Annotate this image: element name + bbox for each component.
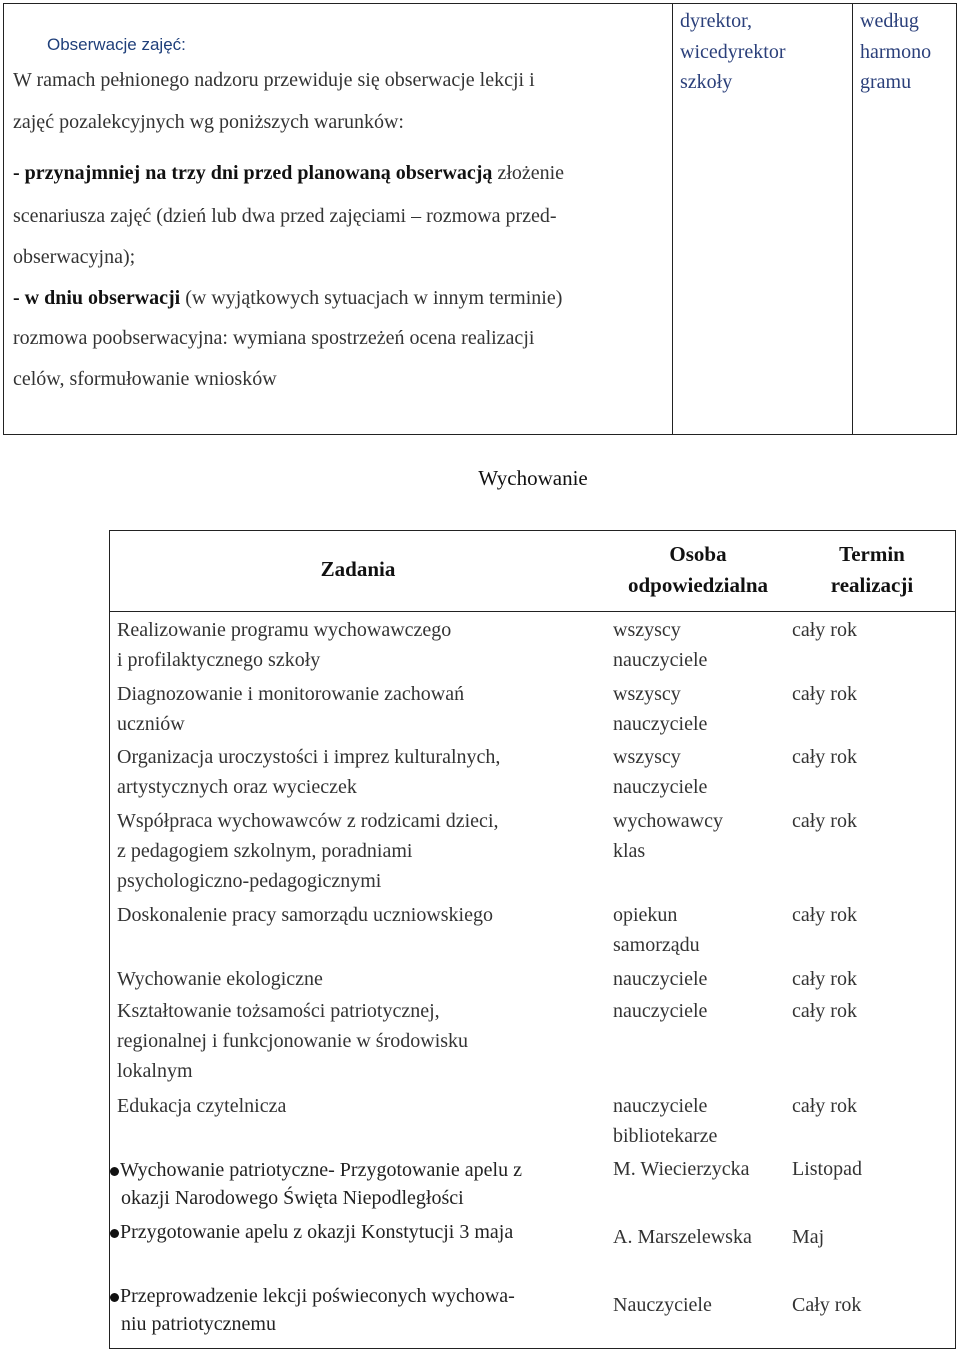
column-divider bbox=[672, 4, 673, 434]
condition-item-1-bold: - przynajmniej na trzy dni przed planowaną obserwacją bbox=[13, 162, 493, 184]
bullet-icon bbox=[110, 1293, 119, 1302]
condition-line: scenariusza zajęć (dzień lub dwa przed zajęciami – rozmowa przed- bbox=[13, 205, 557, 227]
condition-line: celów, sformułowanie wniosków bbox=[13, 368, 277, 390]
responsible-cell bbox=[613, 1154, 750, 1184]
deadline bbox=[860, 6, 931, 98]
task-cell-line: uczniów bbox=[117, 712, 185, 735]
task-cell-line: Organizacja uroczystości i imprez kulturalnych, bbox=[117, 746, 501, 768]
deadline-cell bbox=[792, 1091, 857, 1121]
task-cell-line: Wychowanie ekologiczne bbox=[117, 967, 323, 990]
condition-item-2-bold: - w dniu obserwacji bbox=[13, 287, 181, 309]
responsible-cell-line: klas bbox=[613, 839, 646, 862]
deadline-cell-line: cały rok bbox=[792, 1094, 857, 1117]
deadline-cell-line: cały rok bbox=[792, 967, 857, 990]
bullet-text: Wychowanie patriotyczne- Przygotowanie apelu z bbox=[120, 1159, 522, 1181]
responsible-cell-line: wszyscy bbox=[613, 682, 681, 705]
deadline-cell-line: cały rok bbox=[792, 904, 857, 926]
responsible-cell bbox=[613, 615, 707, 675]
header-deadline bbox=[790, 539, 954, 601]
responsible-cell bbox=[613, 964, 707, 994]
deadline-line: według bbox=[860, 10, 919, 32]
responsible-cell bbox=[613, 679, 707, 739]
header-line: realizacji bbox=[830, 573, 914, 597]
responsible-cell-line: nauczyciele bbox=[613, 712, 708, 735]
responsible-cell bbox=[613, 1290, 712, 1320]
responsible-cell-line: wychowawcy bbox=[613, 809, 723, 832]
task-cell bbox=[117, 1091, 286, 1121]
task-cell-line: Doskonalenie pracy samorządu uczniowskiego bbox=[117, 904, 493, 926]
column-divider bbox=[852, 4, 853, 434]
deadline-line: harmono bbox=[860, 40, 932, 63]
deadline-cell-line: cały rok bbox=[792, 619, 857, 641]
responsible-cell-line: Nauczyciele bbox=[613, 1294, 712, 1316]
task-cell-line: z pedagogiem szkolnym, poradniami bbox=[117, 839, 413, 862]
condition-item-2 bbox=[13, 287, 562, 310]
responsible-cell-line: nauczyciele bbox=[613, 649, 708, 671]
tasks-table bbox=[109, 530, 956, 1349]
responsible-cell-line: nauczyciele bbox=[613, 1000, 708, 1022]
header-line: odpowiedzialna bbox=[627, 573, 769, 597]
responsible-cell-line: samorządu bbox=[613, 934, 700, 956]
responsible-line: wicedyrektor bbox=[680, 40, 786, 63]
responsible-cell bbox=[613, 806, 723, 866]
deadline-cell bbox=[792, 806, 857, 836]
responsible-cell-line: opiekun bbox=[613, 904, 678, 926]
responsible-cell-line: nauczyciele bbox=[613, 967, 708, 990]
responsible-line: dyrektor, bbox=[680, 10, 752, 32]
observation-table bbox=[3, 3, 957, 435]
task-cell-line: Współpraca wychowawców z rodzicami dzieci, bbox=[117, 809, 499, 832]
responsible-cell bbox=[613, 900, 700, 960]
task-cell bbox=[117, 679, 464, 739]
task-cell-line: Edukacja czytelnicza bbox=[117, 1094, 287, 1117]
responsible-cell-line: nauczyciele bbox=[613, 776, 708, 798]
responsible-cell bbox=[613, 742, 707, 802]
deadline-cell bbox=[792, 964, 857, 994]
task-cell-line: regionalnej i funkcjonowanie w środowisku bbox=[117, 1030, 469, 1052]
bullet-text: Przygotowanie apelu z okazji Konstytucji 3 maja bbox=[120, 1221, 514, 1243]
condition-line: rozmowa poobserwacyjna: wymiana spostrzeżeń ocena realizacji bbox=[13, 327, 535, 349]
task-cell bbox=[117, 615, 451, 675]
deadline-cell-line: Listopad bbox=[792, 1158, 862, 1180]
task-cell-line: lokalnym bbox=[117, 1060, 193, 1082]
task-cell-line: psychologiczno-pedagogicznymi bbox=[117, 869, 382, 892]
deadline-line: gramu bbox=[860, 71, 912, 93]
task-cell bbox=[117, 742, 500, 802]
bullet-icon bbox=[110, 1229, 119, 1238]
task-cell bbox=[117, 900, 493, 930]
task-cell-line: i profilaktycznego szkoły bbox=[117, 649, 321, 671]
responsible-cell-line: nauczyciele bbox=[613, 1094, 708, 1117]
responsible-cell bbox=[613, 996, 707, 1026]
bullet-text: okazji Narodowego Święta Niepodległości bbox=[121, 1187, 464, 1209]
observation-heading: Obserwacje zajęć: bbox=[47, 35, 186, 54]
deadline-cell-line: Maj bbox=[792, 1226, 825, 1248]
header-divider bbox=[110, 611, 955, 612]
intro-line: W ramach pełnionego nadzoru przewiduje się obserwacje lekcji i bbox=[13, 69, 535, 91]
task-cell bbox=[117, 964, 323, 994]
deadline-cell bbox=[792, 900, 857, 930]
header-line: Termin bbox=[839, 542, 905, 566]
condition-item-2-rest: (w wyjątkowych sytuacjach w innym terminie) bbox=[180, 287, 563, 309]
deadline-cell-line: cały rok bbox=[792, 1000, 857, 1022]
deadline-cell-line: cały rok bbox=[792, 746, 857, 768]
deadline-cell bbox=[792, 615, 857, 645]
deadline-cell bbox=[792, 742, 857, 772]
deadline-cell bbox=[792, 679, 857, 709]
responsible-cell-line: bibliotekarze bbox=[613, 1124, 718, 1147]
header-line: Osoba bbox=[669, 542, 727, 566]
header-responsible bbox=[606, 539, 790, 601]
task-cell bbox=[117, 806, 499, 896]
task-cell-line: artystycznych oraz wycieczek bbox=[117, 776, 357, 798]
section-title: Wychowanie bbox=[478, 466, 588, 490]
condition-item-1-rest: złożenie bbox=[492, 162, 565, 184]
task-cell-line: Diagnozowanie i monitorowanie zachowań bbox=[117, 682, 465, 705]
responsible-cell-line: wszyscy bbox=[613, 619, 681, 641]
responsible-line: szkoły bbox=[680, 71, 733, 93]
deadline-cell bbox=[792, 1290, 861, 1320]
header-tasks: Zadania bbox=[320, 557, 396, 581]
bullet-text: Przeprowadzenie lekcji poświeconych wychowa- bbox=[120, 1285, 515, 1307]
responsible-cell-line: A. Marszelewska bbox=[613, 1226, 752, 1248]
responsible-person bbox=[680, 6, 786, 98]
condition-item-1 bbox=[13, 162, 564, 185]
responsible-cell-line: wszyscy bbox=[613, 746, 681, 768]
task-cell-line: Kształtowanie tożsamości patriotycznej, bbox=[117, 1000, 440, 1022]
deadline-cell bbox=[792, 1222, 824, 1252]
task-cell bbox=[117, 996, 468, 1086]
bullet-icon bbox=[110, 1167, 119, 1176]
responsible-cell bbox=[613, 1091, 717, 1151]
deadline-cell-line: cały rok bbox=[792, 682, 857, 705]
task-cell-line: Realizowanie programu wychowawczego bbox=[117, 619, 452, 641]
observation-description bbox=[4, 4, 672, 434]
condition-line: obserwacyjna); bbox=[13, 246, 136, 268]
deadline-cell-line: cały rok bbox=[792, 809, 857, 832]
deadline-cell-line: Cały rok bbox=[792, 1294, 862, 1316]
intro-line: zajęć pozalekcyjnych wg poniższych warunków: bbox=[13, 111, 404, 133]
responsible-cell-line: M. Wiecierzycka bbox=[613, 1158, 750, 1180]
bullet-text: niu patriotycznemu bbox=[121, 1313, 276, 1335]
deadline-cell bbox=[792, 1154, 862, 1184]
deadline-cell bbox=[792, 996, 857, 1026]
responsible-cell bbox=[613, 1222, 752, 1252]
